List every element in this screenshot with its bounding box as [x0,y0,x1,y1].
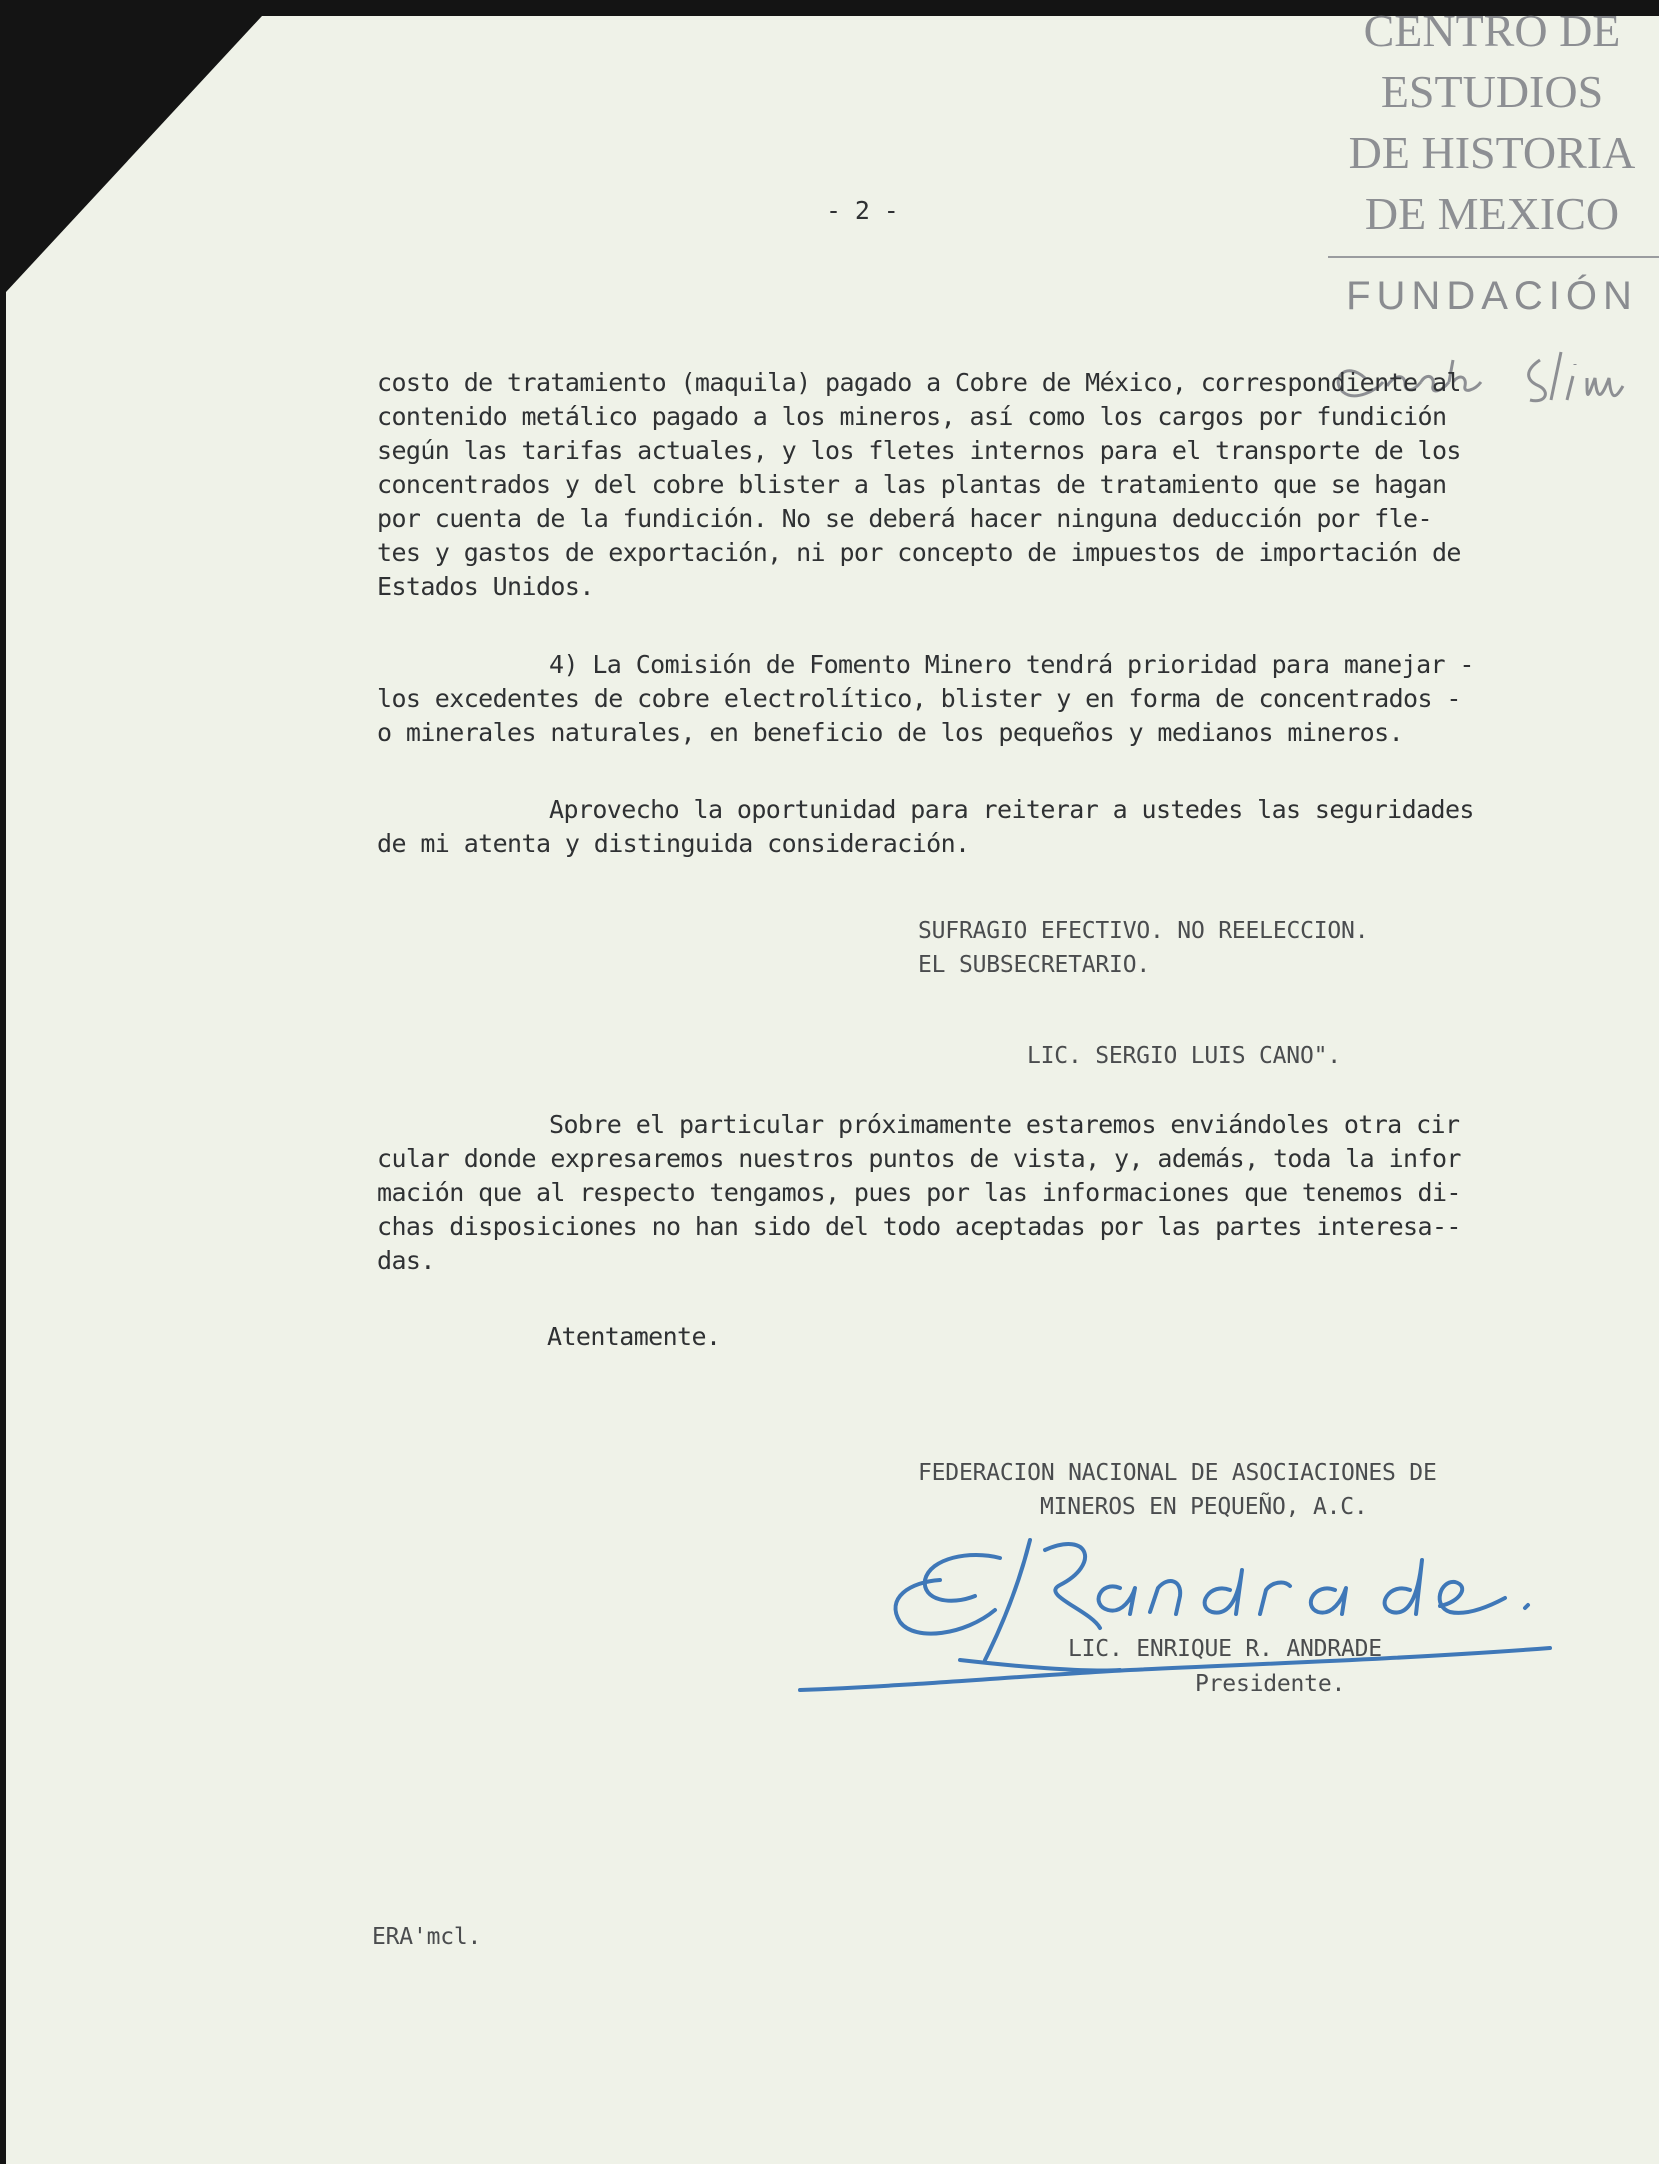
text-line: Aprovecho la oportunidad para reiterar a ustedes las seguridades [549,795,1474,824]
paragraph-4 [377,1110,1461,1284]
watermark-foundation: FUNDACIÓN [1346,274,1638,318]
text-line: concentrados y del cobre blister a las plantas de tratamiento que se hagan [377,470,1447,499]
closing-block [918,918,1369,996]
signer-1: LIC. SERGIO LUIS CANO". [1027,1043,1341,1069]
archive-watermark [1325,0,1659,318]
reference-initials: ERA'mcl. [372,1924,482,1950]
salutation: Atentamente. [547,1322,721,1351]
paragraph-2 [377,650,1474,766]
watermark-line: DE HISTORIA [1348,127,1636,178]
text-line: o minerales naturales, en beneficio de los pequeños y medianos mineros. [377,718,1404,747]
watermark-divider [1328,256,1659,258]
text-line: costo de tratamiento (maquila) pagado a Cobre de México, correspondiente al [377,368,1461,397]
text-line: por cuenta de la fundición. No se deberá hacer ninguna deducción por fle- [377,504,1432,533]
signer-2: LIC. ENRIQUE R. ANDRADE [1068,1636,1382,1662]
text-line: Estados Unidos. [377,572,594,601]
text-line: FEDERACION NACIONAL DE ASOCIACIONES DE [918,1460,1437,1486]
paragraph-3 [377,795,1474,882]
text-line: Sobre el particular próximamente estaremos enviándoles otra cir [549,1110,1460,1139]
text-line: SUFRAGIO EFECTIVO. NO REELECCION. [918,918,1369,944]
paragraph-1 [377,368,1461,601]
text-line: EL SUBSECRETARIO. [918,952,1151,978]
watermark-line: ESTUDIOS [1380,66,1604,117]
page-number: - 2 - [826,196,899,225]
text-line: según las tarifas actuales, y los fletes internos para el transporte de los [377,436,1461,465]
text-line: chas disposiciones no han sido del todo aceptadas por las partes interesa-- [377,1212,1461,1241]
text-line: de mi atenta y distinguida consideración. [377,829,970,858]
text-line: mación que al respecto tengamos, pues por las informaciones que tenemos di- [377,1178,1461,1207]
handwritten-signature [790,1510,1570,1700]
text-line: cular donde expresaremos nuestros puntos de vista, y, además, toda la infor [377,1144,1461,1173]
watermark-line: DE MEXICO [1364,188,1620,239]
text-line: tes y gastos de exportación, ni por concepto de impuestos de importación de [377,538,1461,567]
watermark-line: CENTRO DE [1363,5,1621,56]
text-line: 4) La Comisión de Fomento Minero tendrá prioridad para manejar - [549,650,1474,679]
text-line: contenido metálico pagado a los mineros, así como los cargos por fundición [377,402,1447,431]
text-line: das. [377,1246,435,1275]
watermark-title [1325,0,1659,244]
signer-2-title: Presidente. [1195,1671,1346,1697]
text-line: MINEROS EN PEQUEÑO, A.C. [1040,1494,1368,1520]
text-line: los excedentes de cobre electrolítico, blister y en forma de concentrados - [377,684,1461,713]
